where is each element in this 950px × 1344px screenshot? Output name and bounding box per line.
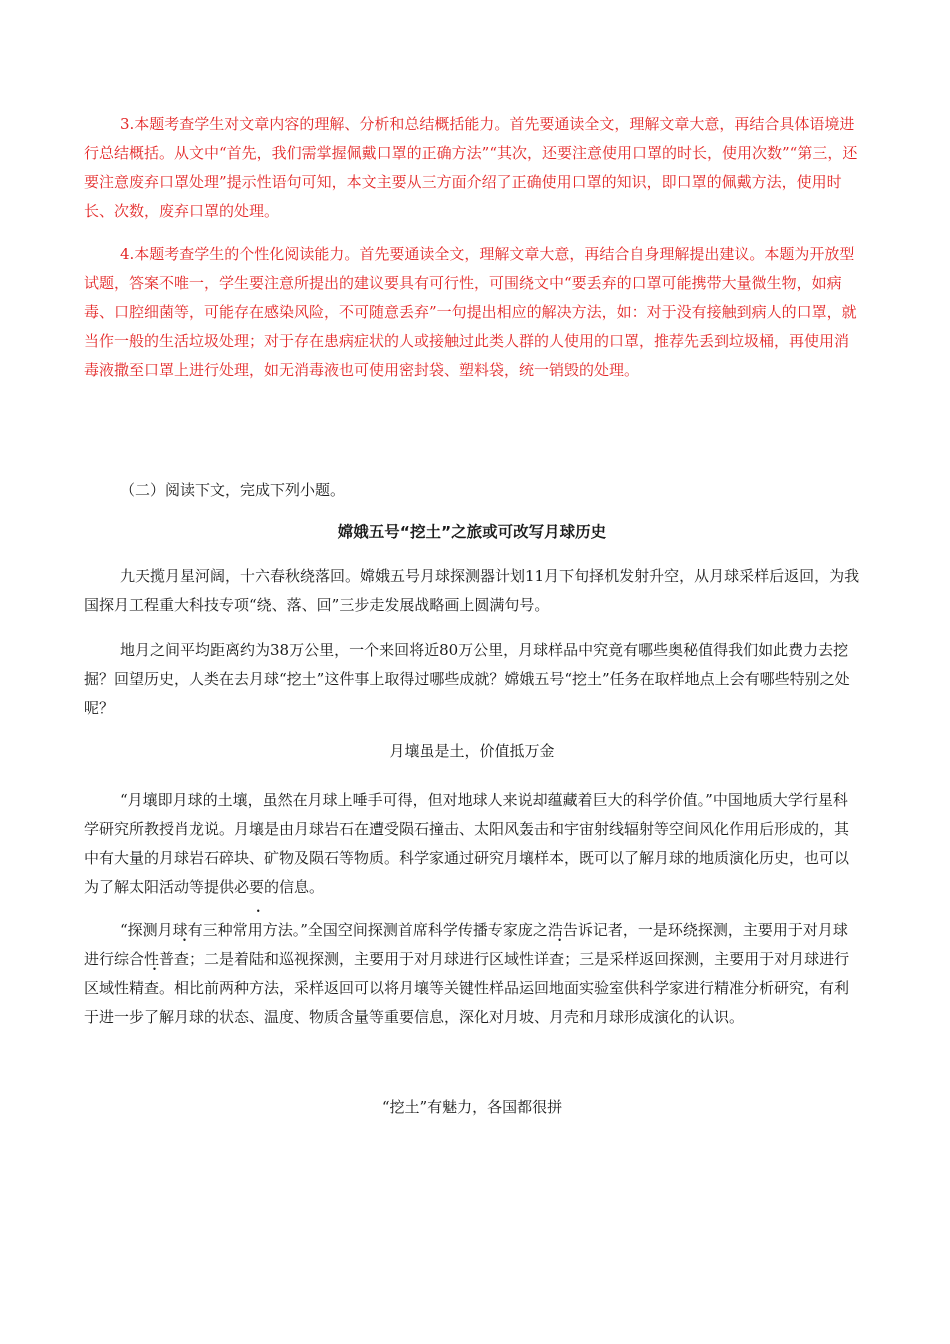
emphasis-char: 精 bbox=[129, 979, 145, 997]
paragraph-3: “月壤即月球的土壤，虽然在月球上唾手可得，但对地球人来说却蕴藏着巨大的科学价值。”中国地质大学行星科学研究所教授肖龙说。月壤是由月球岩石在遭受陨石撞击、太阳风轰击和宇宙射线辐射等空间风化作用后形成的，其中有大量的月球岩石碎块、矿物及陨石等物质。科学家通过研究月壤样本，既可以了解月球的地质演化历史，也可以为了解太阳活动等提供必要的信息。 bbox=[84, 791, 850, 896]
emphasis-char: 普 bbox=[159, 950, 175, 968]
answer-3: 3.本题考查学生对文章内容的理解、分析和总结概括能力。首先要通读全文，理解文章大意，再结合具体语境进行总结概括。从文中“首先，我们需掌握佩戴口罩的正确方法”“其次，还要注意使用口罩的时长，使用次数”“第三，还要注意废弃口罩处理”提示性语句可知，本文主要从三方面介绍了正确使用口罩的知识，即口罩的佩戴方法，使用时长、次数，废弃口罩的处理。 bbox=[84, 115, 858, 220]
p4-text-1: “探测月球有三种 bbox=[120, 921, 233, 939]
emphasis-char: 常 bbox=[232, 921, 248, 939]
paragraph-4 bbox=[84, 916, 860, 1032]
article-title: 嫦娥五号“挖土”之旅或可改写月球历史 bbox=[337, 523, 607, 541]
emphasis-char: 详 bbox=[534, 950, 550, 968]
p4-text-3: 查；二是着陆和巡视探测，主要用于对月球进行区域性 bbox=[174, 950, 535, 968]
section-heading: （二）阅读下文，完成下列小题。 bbox=[120, 481, 346, 499]
paragraph-2: 地月之间平均距离约为38万公里，一个来回将近80万公里，月球样品中究竟有哪些奥秘值得我们如此费力去挖掘？回望历史，人类在去月球“挖土”这件事上取得过哪些成就？嫦娥五号“挖土”任务在取样地点上会有哪些特别之处呢？ bbox=[84, 641, 850, 717]
subheading-2: “挖土”有魅力，各国都很拼 bbox=[381, 1098, 563, 1116]
p4-text-4: 查；三是采样返回探测，主要用于对月球进行区域性 bbox=[84, 950, 850, 997]
p4-text-2: 用方法。”全国空间探测首席科学传播专家庞之浩告诉记者，一是环绕探测，主要用于对月球进行综合性 bbox=[84, 921, 848, 968]
answer-4: 4.本题考查学生的个性化阅读能力。首先要通读全文，理解文章大意，再结合自身理解提出建议。本题为开放型试题，答案不唯一，学生要注意所提出的建议要具有可行性，可围绕文中“要丢弃的口罩可能携带大量微生物，如病毒、口腔细菌等，可能存在感染风险，不可随意丢弃”一句提出相应的解决方法，如：对于没有接触到病人的口罩，就当作一般的生活垃圾处理；对于存在患病症状的人或接触过此类人群的人使用的口罩，推荐先丢到垃圾桶，再使用消毒液撒至口罩上进行处理，如无消毒液也可使用密封袋、塑料袋，统一销毁的处理。 bbox=[84, 245, 857, 379]
subheading-1: 月壤虽是土，价值抵万金 bbox=[389, 742, 555, 760]
p4-text-5: 查。相比前两种方法，采样返回可以将月壤等关键性样品运回地面实验室供科学家进行精准分析研究，有利于进一步了解月球的状态、温度、物质含量等重要信息，深化对月坡、月壳和月球形成演化的认识。 bbox=[84, 979, 850, 1026]
paragraph-1: 九天揽月星河阔，十六春秋绕落回。嫦娥五号月球探测器计划11月下旬择机发射升空，从月球采样后返回，为我国探月工程重大科技专项“绕、落、回”三步走发展战略画上圆满句号。 bbox=[84, 567, 860, 614]
